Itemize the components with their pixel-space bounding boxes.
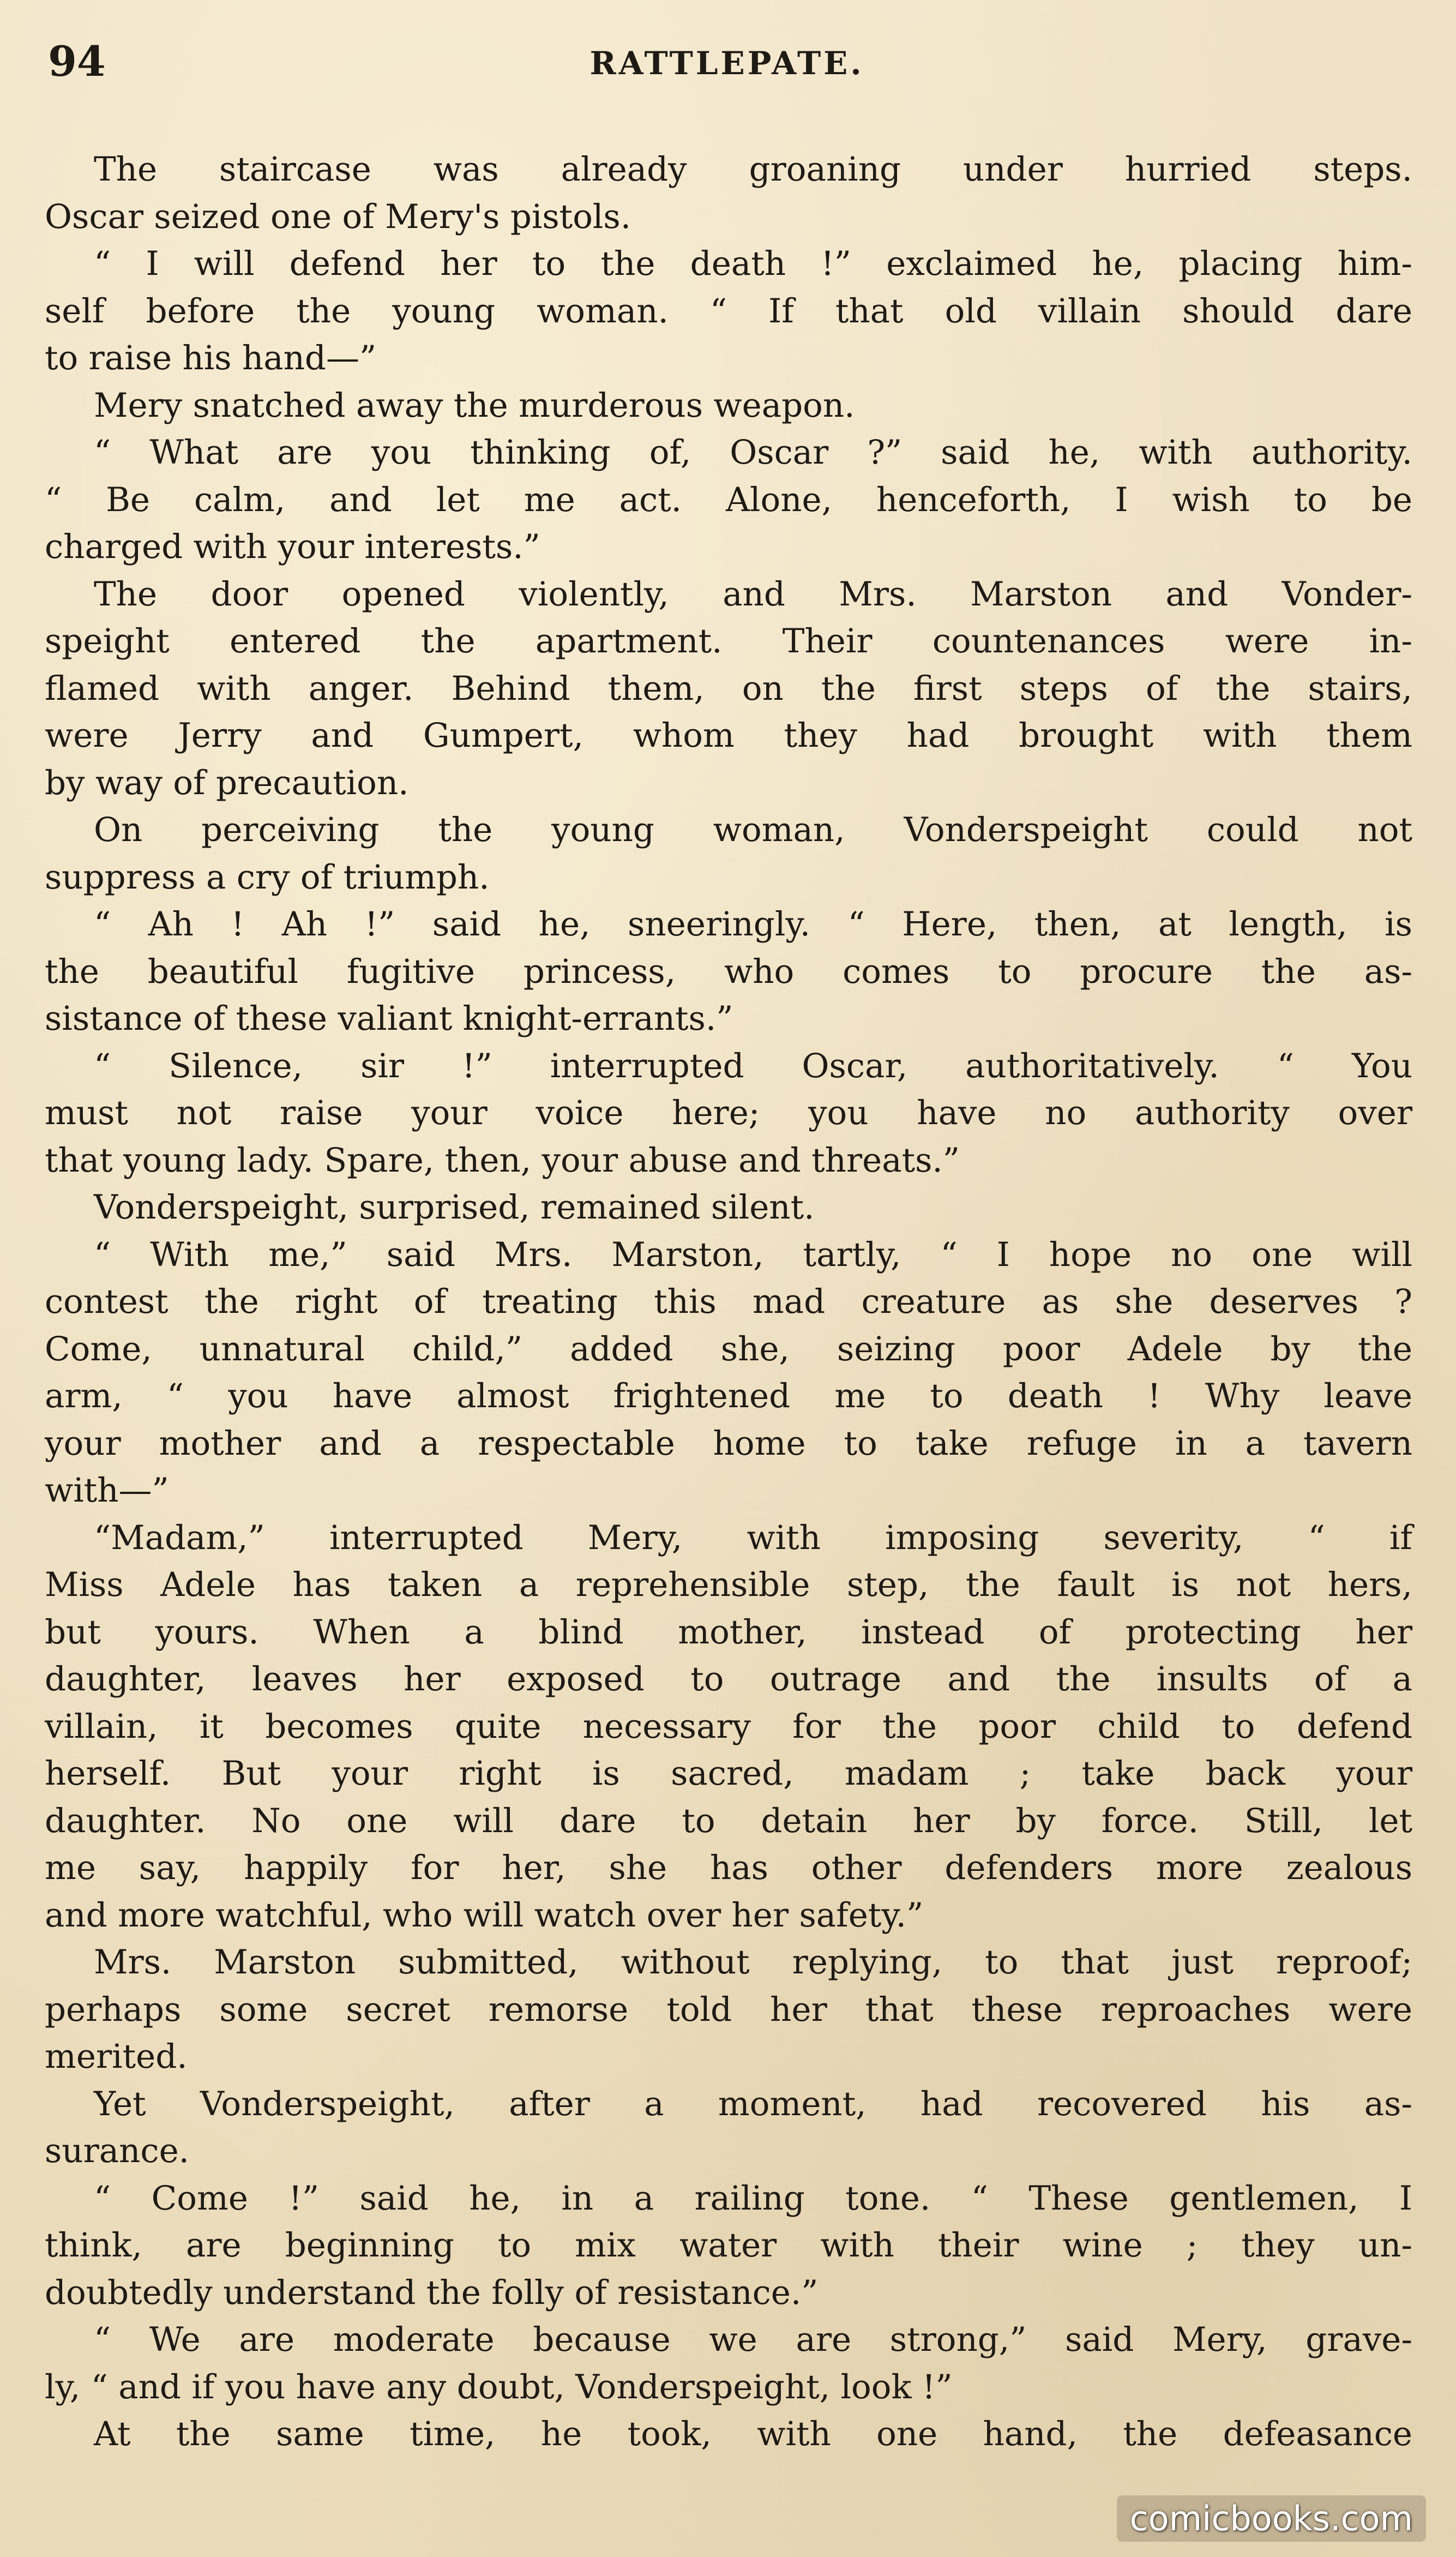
page-header bbox=[48, 37, 1406, 97]
text-line: Yet Vonderspeight, after a moment, had recovered his as- bbox=[94, 2084, 1412, 2123]
text-line: but yours. When a blind mother, instead of protecting her bbox=[45, 1612, 1412, 1652]
text-line: “ Be calm, and let me act. Alone, henceforth, I wish to be bbox=[45, 480, 1412, 519]
text-line: The door opened violently, and Mrs. Marston and Vonder- bbox=[94, 574, 1412, 614]
text-line: speight entered the apartment. Their countenances were in- bbox=[45, 622, 1412, 661]
text-line: The staircase was already groaning under hurried steps. bbox=[94, 150, 1412, 189]
text-line: by way of precaution. bbox=[45, 763, 409, 802]
text-line: me say, happily for her, she has other defenders more zealous bbox=[45, 1848, 1412, 1887]
text-line: Miss Adele has taken a reprehensible step, the fault is not hers, bbox=[45, 1565, 1412, 1604]
text-line: “ With me,” said Mrs. Marston, tartly, “ I hope no one will bbox=[94, 1235, 1412, 1274]
text-line: think, are beginning to mix water with their wine ; they un- bbox=[45, 2226, 1412, 2265]
text-line: perhaps some secret remorse told her that these reproaches were bbox=[45, 1990, 1412, 2029]
text-line: ly, “ and if you have any doubt, Vonderspeight, look !” bbox=[45, 2367, 953, 2406]
text-line: the beautiful fugitive princess, who comes to procure the as- bbox=[45, 952, 1412, 991]
text-line: Mrs. Marston submitted, without replying, to that just reproof; bbox=[94, 1943, 1412, 1982]
text-line: and more watchful, who will watch over her safety.” bbox=[45, 1895, 924, 1935]
text-line: suppress a cry of triumph. bbox=[45, 857, 490, 897]
text-line: were Jerry and Gumpert, whom they had brought with them bbox=[45, 716, 1412, 755]
text-line: flamed with anger. Behind them, on the first steps of the stairs, bbox=[45, 669, 1412, 708]
text-line: doubtedly understand the folly of resistance.” bbox=[45, 2273, 819, 2312]
text-line: daughter, leaves her exposed to outrage and the insults of a bbox=[45, 1660, 1412, 1698]
text-line: sistance of these valiant knight-errants.” bbox=[45, 999, 733, 1038]
text-line: charged with your interests.” bbox=[45, 527, 540, 566]
text-line: daughter. No one will dare to detain her by force. Still, let bbox=[45, 1801, 1412, 1840]
text-line: “ Ah ! Ah !” said he, sneeringly. “ Here, then, at length, is bbox=[94, 905, 1412, 944]
text-line: arm, “ you have almost frightened me to death ! Why leave bbox=[45, 1377, 1412, 1415]
text-line: On perceiving the young woman, Vonderspeight could not bbox=[94, 811, 1412, 849]
text-line: “ Silence, sir !” interrupted Oscar, authoritatively. “ You bbox=[94, 1046, 1412, 1085]
text-line: villain, it becomes quite necessary for the poor child to defend bbox=[45, 1707, 1412, 1746]
text-line: to raise his hand—” bbox=[45, 339, 377, 377]
text-line: “Madam,” interrupted Mery, with imposing severity, “ if bbox=[94, 1518, 1412, 1557]
text-line: Mery snatched away the murderous weapon. bbox=[94, 386, 855, 425]
text-line: surance. bbox=[45, 2132, 190, 2170]
page-number: 94 bbox=[48, 37, 106, 86]
running-title: RATTLEPATE. bbox=[589, 45, 864, 82]
text-line: merited. bbox=[45, 2037, 188, 2076]
text-line: with—” bbox=[45, 1471, 169, 1510]
text-line: Vonderspeight, surprised, remained silent. bbox=[94, 1188, 815, 1227]
text-line: contest the right of treating this mad creature as she deserves ? bbox=[45, 1282, 1412, 1321]
watermark: comicbooks.com bbox=[1117, 2495, 1426, 2542]
text-line: “ Come !” said he, in a railing tone. “ These gentlemen, I bbox=[94, 2178, 1412, 2218]
text-line: self before the young woman. “ If that old villain should dare bbox=[45, 291, 1412, 331]
body-text bbox=[45, 146, 1412, 2458]
text-line: “ What are you thinking of, Oscar ?” said he, with authority. bbox=[94, 433, 1412, 472]
text-line: herself. But your right is sacred, madam ; take back your bbox=[45, 1754, 1412, 1793]
text-line: “ I will defend her to the death !” exclaimed he, placing him- bbox=[94, 244, 1412, 283]
text-line: must not raise your voice here; you have no authority over bbox=[45, 1094, 1412, 1132]
text-line: At the same time, he took, with one hand, the defeasance bbox=[94, 2415, 1412, 2453]
text-line: that young lady. Spare, then, your abuse and threats.” bbox=[45, 1141, 960, 1180]
text-line: your mother and a respectable home to take refuge in a tavern bbox=[45, 1424, 1412, 1463]
text-line: Oscar seized one of Mery's pistols. bbox=[45, 197, 631, 236]
text-line: Come, unnatural child,” added she, seizing poor Adele by the bbox=[45, 1329, 1412, 1368]
text-line: “ We are moderate because we are strong,” said Mery, grave- bbox=[94, 2320, 1412, 2359]
